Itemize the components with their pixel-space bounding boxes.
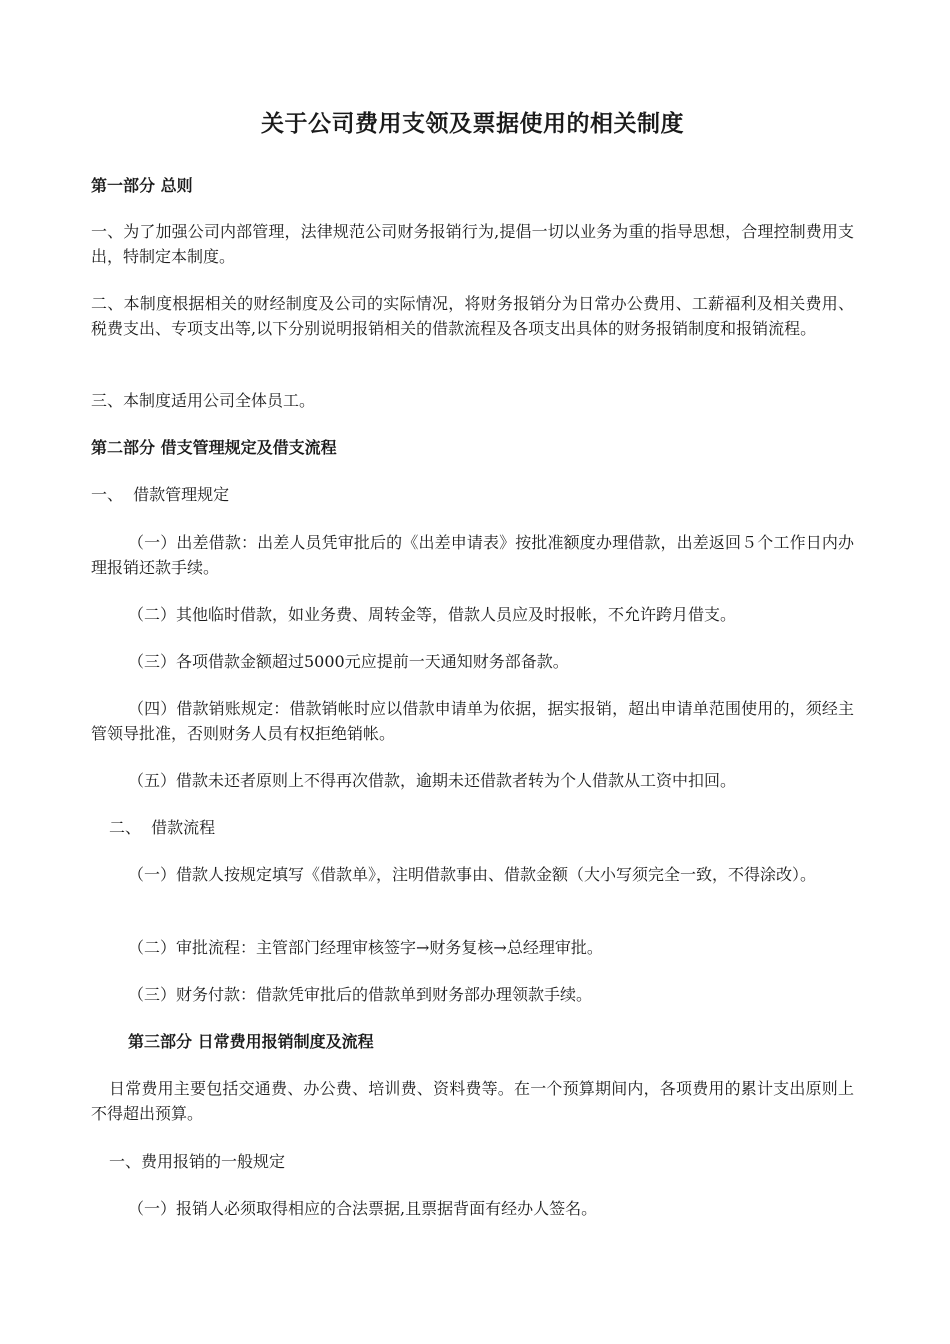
part2-heading: 第二部分 借支管理规定及借支流程 [91, 438, 337, 457]
part1-paragraph-2: 二、本制度根据相关的财经制度及公司的实际情况，将财务报销分为日常办公费用、工薪福利及相关费用、税费支出、专项支出等,以下分别说明报销相关的借款流程及各项支出具体的财务报销制度和报销流程。 [91, 294, 854, 338]
part2-section2-item-2: （二）审批流程：主管部门经理审核签字→财务复核→总经理审批。 [128, 938, 603, 957]
part3-intro: 日常费用主要包括交通费、办公费、培训费、资料费等。在一个预算期间内，各项费用的累计支出原则上不得超出预算。 [91, 1079, 854, 1123]
part2-section2-item-1: （一）借款人按规定填写《借款单》，注明借款事由、借款金额（大小写须完全一致，不得涂改）。 [128, 865, 817, 884]
part2-section1-item-1: （一）出差借款：出差人员凭审批后的《出差申请表》按批准额度办理借款，出差返回５个工作日内办理报销还款手续。 [91, 533, 854, 577]
part2-section1-item-2: （二）其他临时借款，如业务费、周转金等，借款人员应及时报帐，不允许跨月借支。 [128, 605, 737, 624]
part2-section1-title: 一、 借款管理规定 [91, 485, 230, 504]
part2-section2-title: 二、 借款流程 [109, 818, 216, 837]
part3-section1-item-1: （一）报销人必须取得相应的合法票据,且票据背面有经办人签名。 [128, 1199, 598, 1218]
part2-section1-item-5: （五）借款未还者原则上不得再次借款，逾期未还借款者转为个人借款从工资中扣回。 [128, 771, 737, 790]
part2-section2-item-3: （三）财务付款：借款凭审批后的借款单到财务部办理领款手续。 [128, 985, 593, 1004]
part3-section1-title: 一、费用报销的一般规定 [109, 1152, 286, 1171]
part3-heading: 第三部分 日常费用报销制度及流程 [128, 1032, 374, 1051]
document-title: 关于公司费用支领及票据使用的相关制度 [261, 111, 684, 137]
part2-section1-item-4: （四）借款销账规定：借款销帐时应以借款申请单为依据，据实报销，超出申请单范围使用的，须经主管领导批准，否则财务人员有权拒绝销帐。 [91, 699, 854, 743]
part1-heading: 第一部分 总则 [91, 176, 193, 195]
part2-section1-item-3: （三）各项借款金额超过5000元应提前一天通知财务部备款。 [128, 652, 569, 671]
part1-paragraph-3: 三、本制度适用公司全体员工。 [91, 391, 316, 410]
part1-paragraph-1: 一、为了加强公司内部管理，法律规范公司财务报销行为,提倡一切以业务为重的指导思想，合理控制费用支出，特制定本制度。 [91, 222, 854, 266]
